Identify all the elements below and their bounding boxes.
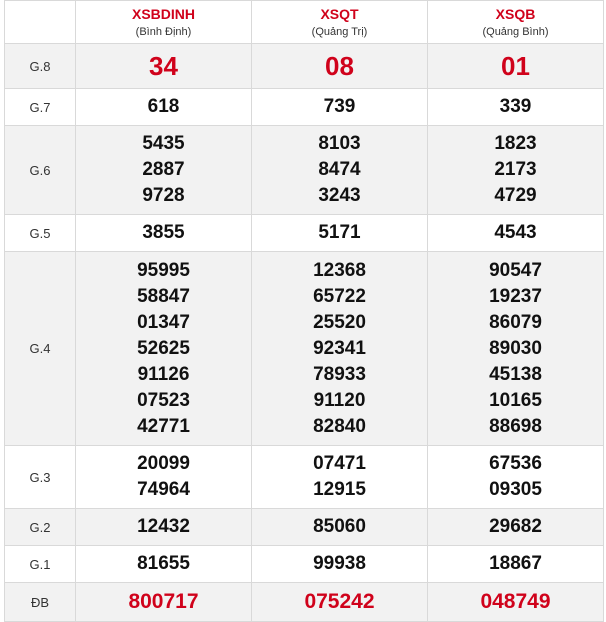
prize-number: 01 [501,51,530,81]
prize-number: 85060 [313,516,366,537]
prize-number: 1823 [494,133,537,154]
prize-number: 78933 [313,363,366,385]
prize-number: 618 [147,96,180,117]
province-link-xsqb[interactable]: XSQB [495,5,536,22]
prize-number: 3243 [318,185,361,206]
prize-cell [428,583,604,622]
prize-cell [252,126,428,215]
prize-number: 65722 [313,285,366,307]
prize-number: 07471 [313,453,366,474]
prize-number: 12432 [137,516,190,537]
prize-number: 8474 [318,159,361,180]
prize-number: 20099 [137,453,190,474]
province-link-xsqt[interactable]: XSQT [320,5,359,22]
prize-number: 81655 [137,553,190,574]
prize-number: 18867 [489,553,542,574]
header-empty-cell [5,1,76,44]
prize-cell [252,215,428,252]
prize-number: 07523 [137,389,190,411]
prize-cell [428,252,604,446]
prize-cell [428,44,604,89]
prize-label: G.7 [5,89,76,126]
prize-number: 91126 [137,363,190,385]
prize-number: 12368 [313,259,366,281]
prize-cell [252,44,428,89]
prize-cell [76,126,252,215]
prize-cell [76,446,252,509]
prize-number: 08 [325,51,354,81]
prize-label: G.8 [5,44,76,89]
special-prize-number: 075242 [304,590,375,613]
prize-label: G.5 [5,215,76,252]
prize-number: 4729 [494,185,537,206]
prize-label: G.6 [5,126,76,215]
prize-cell [76,89,252,126]
prize-number: 34 [149,51,178,81]
prize-number: 4543 [494,222,537,243]
prize-label: G.3 [5,446,76,509]
prize-number: 86079 [489,311,542,333]
province-name: (Quảng Bình) [482,25,549,38]
prize-cell [428,546,604,583]
prize-row-g5 [5,215,604,252]
prize-number: 29682 [489,516,542,537]
prize-cell [428,509,604,546]
prize-cell [76,546,252,583]
prize-cell [252,583,428,622]
prize-cell [76,583,252,622]
table-header-row [5,1,604,44]
prize-number: 45138 [489,363,542,385]
prize-cell [76,44,252,89]
prize-number: 739 [323,96,356,117]
prize-cell [428,89,604,126]
header-province-bdinh [76,1,252,44]
prize-label: ĐB [5,583,76,622]
prize-number: 91120 [313,389,366,411]
prize-cell [76,215,252,252]
prize-number: 5171 [318,222,361,243]
prize-number: 67536 [489,453,542,474]
prize-cell [252,252,428,446]
lottery-results-table [4,0,604,622]
prize-row-g6 [5,126,604,215]
special-prize-number: 048749 [480,590,551,613]
prize-number: 2887 [142,159,185,180]
prize-row-g4 [5,252,604,446]
prize-cell [428,446,604,509]
prize-number: 09305 [489,479,542,500]
prize-number: 99938 [313,553,366,574]
prize-number: 8103 [318,133,361,154]
prize-number: 25520 [313,311,366,333]
prize-number: 5435 [142,133,185,154]
prize-number: 90547 [489,259,542,281]
prize-cell [252,546,428,583]
prize-number: 42771 [137,415,190,437]
prize-number: 88698 [489,415,542,437]
prize-cell [428,126,604,215]
prize-number: 92341 [313,337,366,359]
prize-cell [252,89,428,126]
prize-row-g2 [5,509,604,546]
prize-number: 2173 [494,159,537,180]
prize-row-g3 [5,446,604,509]
prize-cell [252,446,428,509]
prize-label: G.2 [5,509,76,546]
prize-number: 58847 [137,285,190,307]
prize-number: 01347 [137,311,190,333]
prize-label: G.4 [5,252,76,446]
prize-number: 52625 [137,337,190,359]
prize-number: 89030 [489,337,542,359]
prize-row-special [5,583,604,622]
header-province-qt [252,1,428,44]
prize-number: 339 [499,96,532,117]
prize-cell [252,509,428,546]
header-province-qb [428,1,604,44]
prize-row-g7 [5,89,604,126]
prize-number: 3855 [142,222,185,243]
prize-number: 82840 [313,415,366,437]
prize-cell [76,509,252,546]
province-link-xsbdinh[interactable]: XSBDINH [131,5,195,22]
prize-label: G.1 [5,546,76,583]
province-name: (Quảng Trị) [311,25,368,38]
prize-number: 19237 [489,285,542,307]
prize-number: 9728 [142,185,185,206]
prize-row-g1 [5,546,604,583]
prize-number: 10165 [489,389,542,411]
prize-cell [76,252,252,446]
prize-number: 12915 [313,479,366,500]
special-prize-number: 800717 [128,590,199,613]
prize-row-g8 [5,44,604,89]
prize-number: 74964 [137,479,190,500]
prize-cell [428,215,604,252]
prize-number: 95995 [137,259,190,281]
province-name: (Bình Định) [135,25,192,38]
